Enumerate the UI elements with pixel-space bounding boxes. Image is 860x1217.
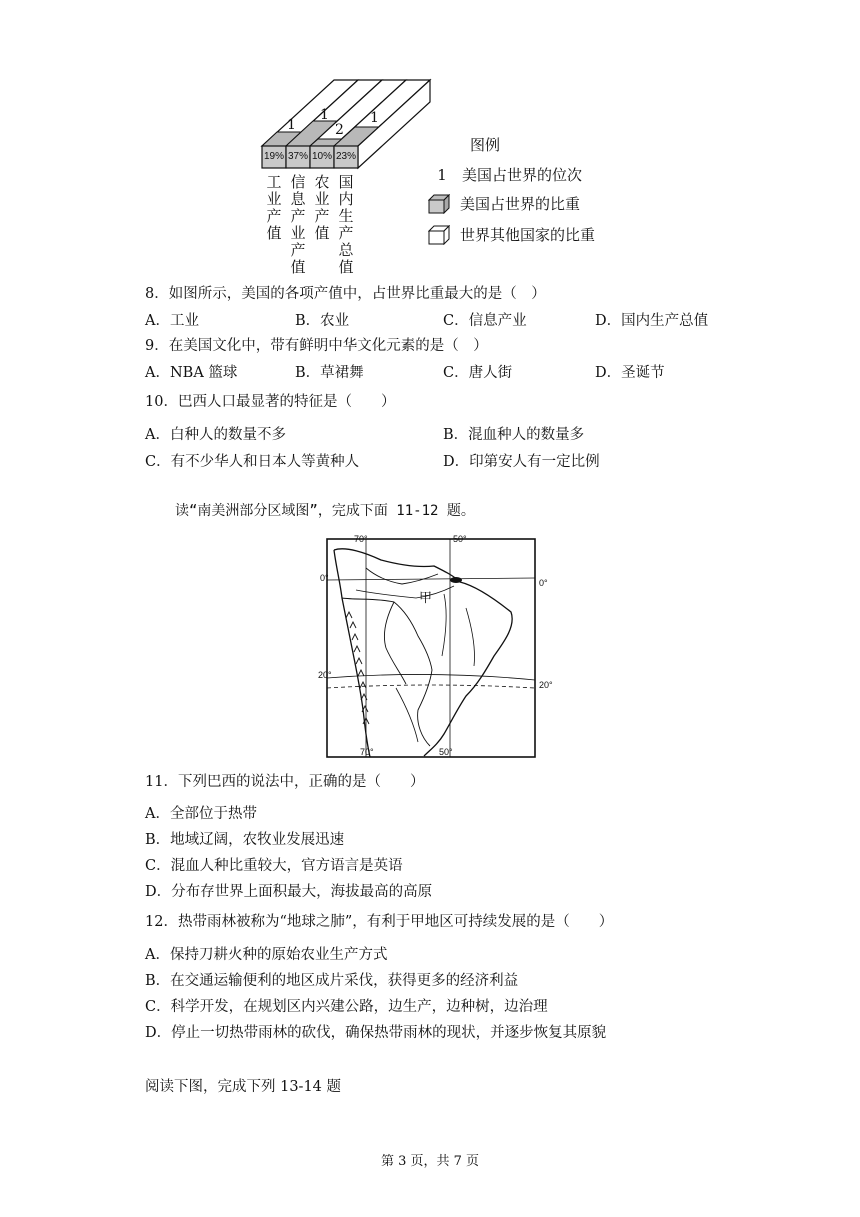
percent-info: 37% — [287, 151, 308, 162]
white-cube-icon — [428, 225, 450, 245]
category-agriculture: 农业产值 — [314, 173, 330, 242]
lon-label-top-70: 70° — [354, 534, 368, 544]
q8-stem: 8．如图所示，美国的各项产值中，占世界比重最大的是（ ） — [145, 286, 546, 302]
q9-option-c: C．唐人街 — [443, 365, 513, 381]
page-footer: 第 3 页，共 7 页 — [380, 1154, 480, 1169]
q10-option-b: B．混血种人的数量多 — [443, 427, 585, 443]
q12-option-a: A．保持刀耕火种的原始农业生产方式 — [145, 947, 388, 963]
rank-info: 1 — [320, 107, 329, 123]
legend-us-share-text: 美国占世界的比重 — [460, 195, 581, 213]
q10-option-d: D．印第安人有一定比例 — [443, 454, 600, 470]
percent-industry: 19% — [263, 151, 284, 162]
q8-option-c: C．信息产业 — [443, 313, 527, 329]
q12-option-d: D．停止一切热带雨林的砍伐，确保热带雨林的现状，并逐步恢复其原貌 — [145, 1025, 607, 1041]
category-industry: 工业产值 — [266, 173, 282, 242]
q11-option-d: D．分布存世界上面积最大，海拔最高的高原 — [145, 884, 433, 900]
q9-option-b: B．草裙舞 — [295, 365, 364, 381]
q10-option-c: C．有不少华人和日本人等黄种人 — [145, 454, 360, 470]
lat-label-right-0: 0° — [539, 578, 548, 588]
percent-gdp: 23% — [335, 151, 356, 162]
lat-label-left-0: 0° — [320, 573, 329, 583]
q12-option-c: C．科学开发，在规划区内兴建公路，边生产，边种树，边治理 — [145, 999, 548, 1015]
lon-label-top-50: 50° — [453, 534, 467, 544]
rank-industry: 1 — [287, 117, 296, 133]
q9-option-a: A．NBA 篮球 — [145, 365, 238, 381]
q8-option-b: B．农业 — [295, 313, 350, 329]
grey-cube-icon — [428, 194, 450, 214]
rank-agriculture: 2 — [335, 122, 344, 138]
intro-13-14: 阅读下图，完成下列 13-14 题 — [145, 1079, 342, 1095]
q8-option-a: A．工业 — [145, 313, 199, 329]
q11-option-a: A．全部位于热带 — [145, 806, 257, 822]
q11-stem: 11．下列巴西的说法中，正确的是（ ） — [145, 774, 425, 790]
legend-rank-symbol: 1 — [437, 165, 447, 184]
category-gdp: 国内生产总值 — [338, 173, 354, 276]
q12-stem: 12．热带雨林被称为“地球之肺”，有利于甲地区可持续发展的是（ ） — [145, 914, 614, 930]
percent-agriculture: 10% — [311, 151, 332, 162]
lat-label-left-20: 20° — [318, 670, 332, 680]
category-info: 信息产业产值 — [290, 173, 306, 276]
lon-label-bottom-70: 70° — [360, 747, 374, 757]
legend-other-share-text: 世界其他国家的比重 — [460, 226, 596, 244]
q9-stem: 9．在美国文化中，带有鲜明中华文化元素的是（ ） — [145, 338, 488, 354]
rank-gdp: 1 — [370, 110, 379, 126]
lon-label-bottom-50: 50° — [439, 747, 453, 757]
q10-option-a: A．白种人的数量不多 — [145, 427, 286, 443]
q9-option-d: D．圣诞节 — [595, 365, 665, 381]
intro-11-12: 读“南美洲部分区域图”，完成下面 11-12 题。 — [175, 503, 475, 519]
legend-title: 图例 — [470, 136, 501, 154]
q12-option-b: B．在交通运输便利的地区成片采伐，获得更多的经济利益 — [145, 973, 519, 989]
region-jia-label: 甲 — [419, 591, 433, 606]
q10-stem: 10．巴西人口最显著的特征是（ ） — [145, 394, 396, 410]
q11-option-c: C．混血人种比重较大，官方语言是英语 — [145, 858, 403, 874]
legend-us-share — [428, 193, 580, 214]
south-america-map-drawing — [326, 538, 536, 758]
legend-rank-text: 美国占世界的位次 — [462, 166, 583, 184]
q8-option-d: D．国内生产总值 — [595, 313, 709, 329]
lat-label-right-20: 20° — [539, 680, 553, 690]
legend-rank — [432, 164, 582, 185]
legend-other-share — [428, 224, 595, 245]
q11-option-b: B．地域辽阔，农牧业发展迅速 — [145, 832, 345, 848]
